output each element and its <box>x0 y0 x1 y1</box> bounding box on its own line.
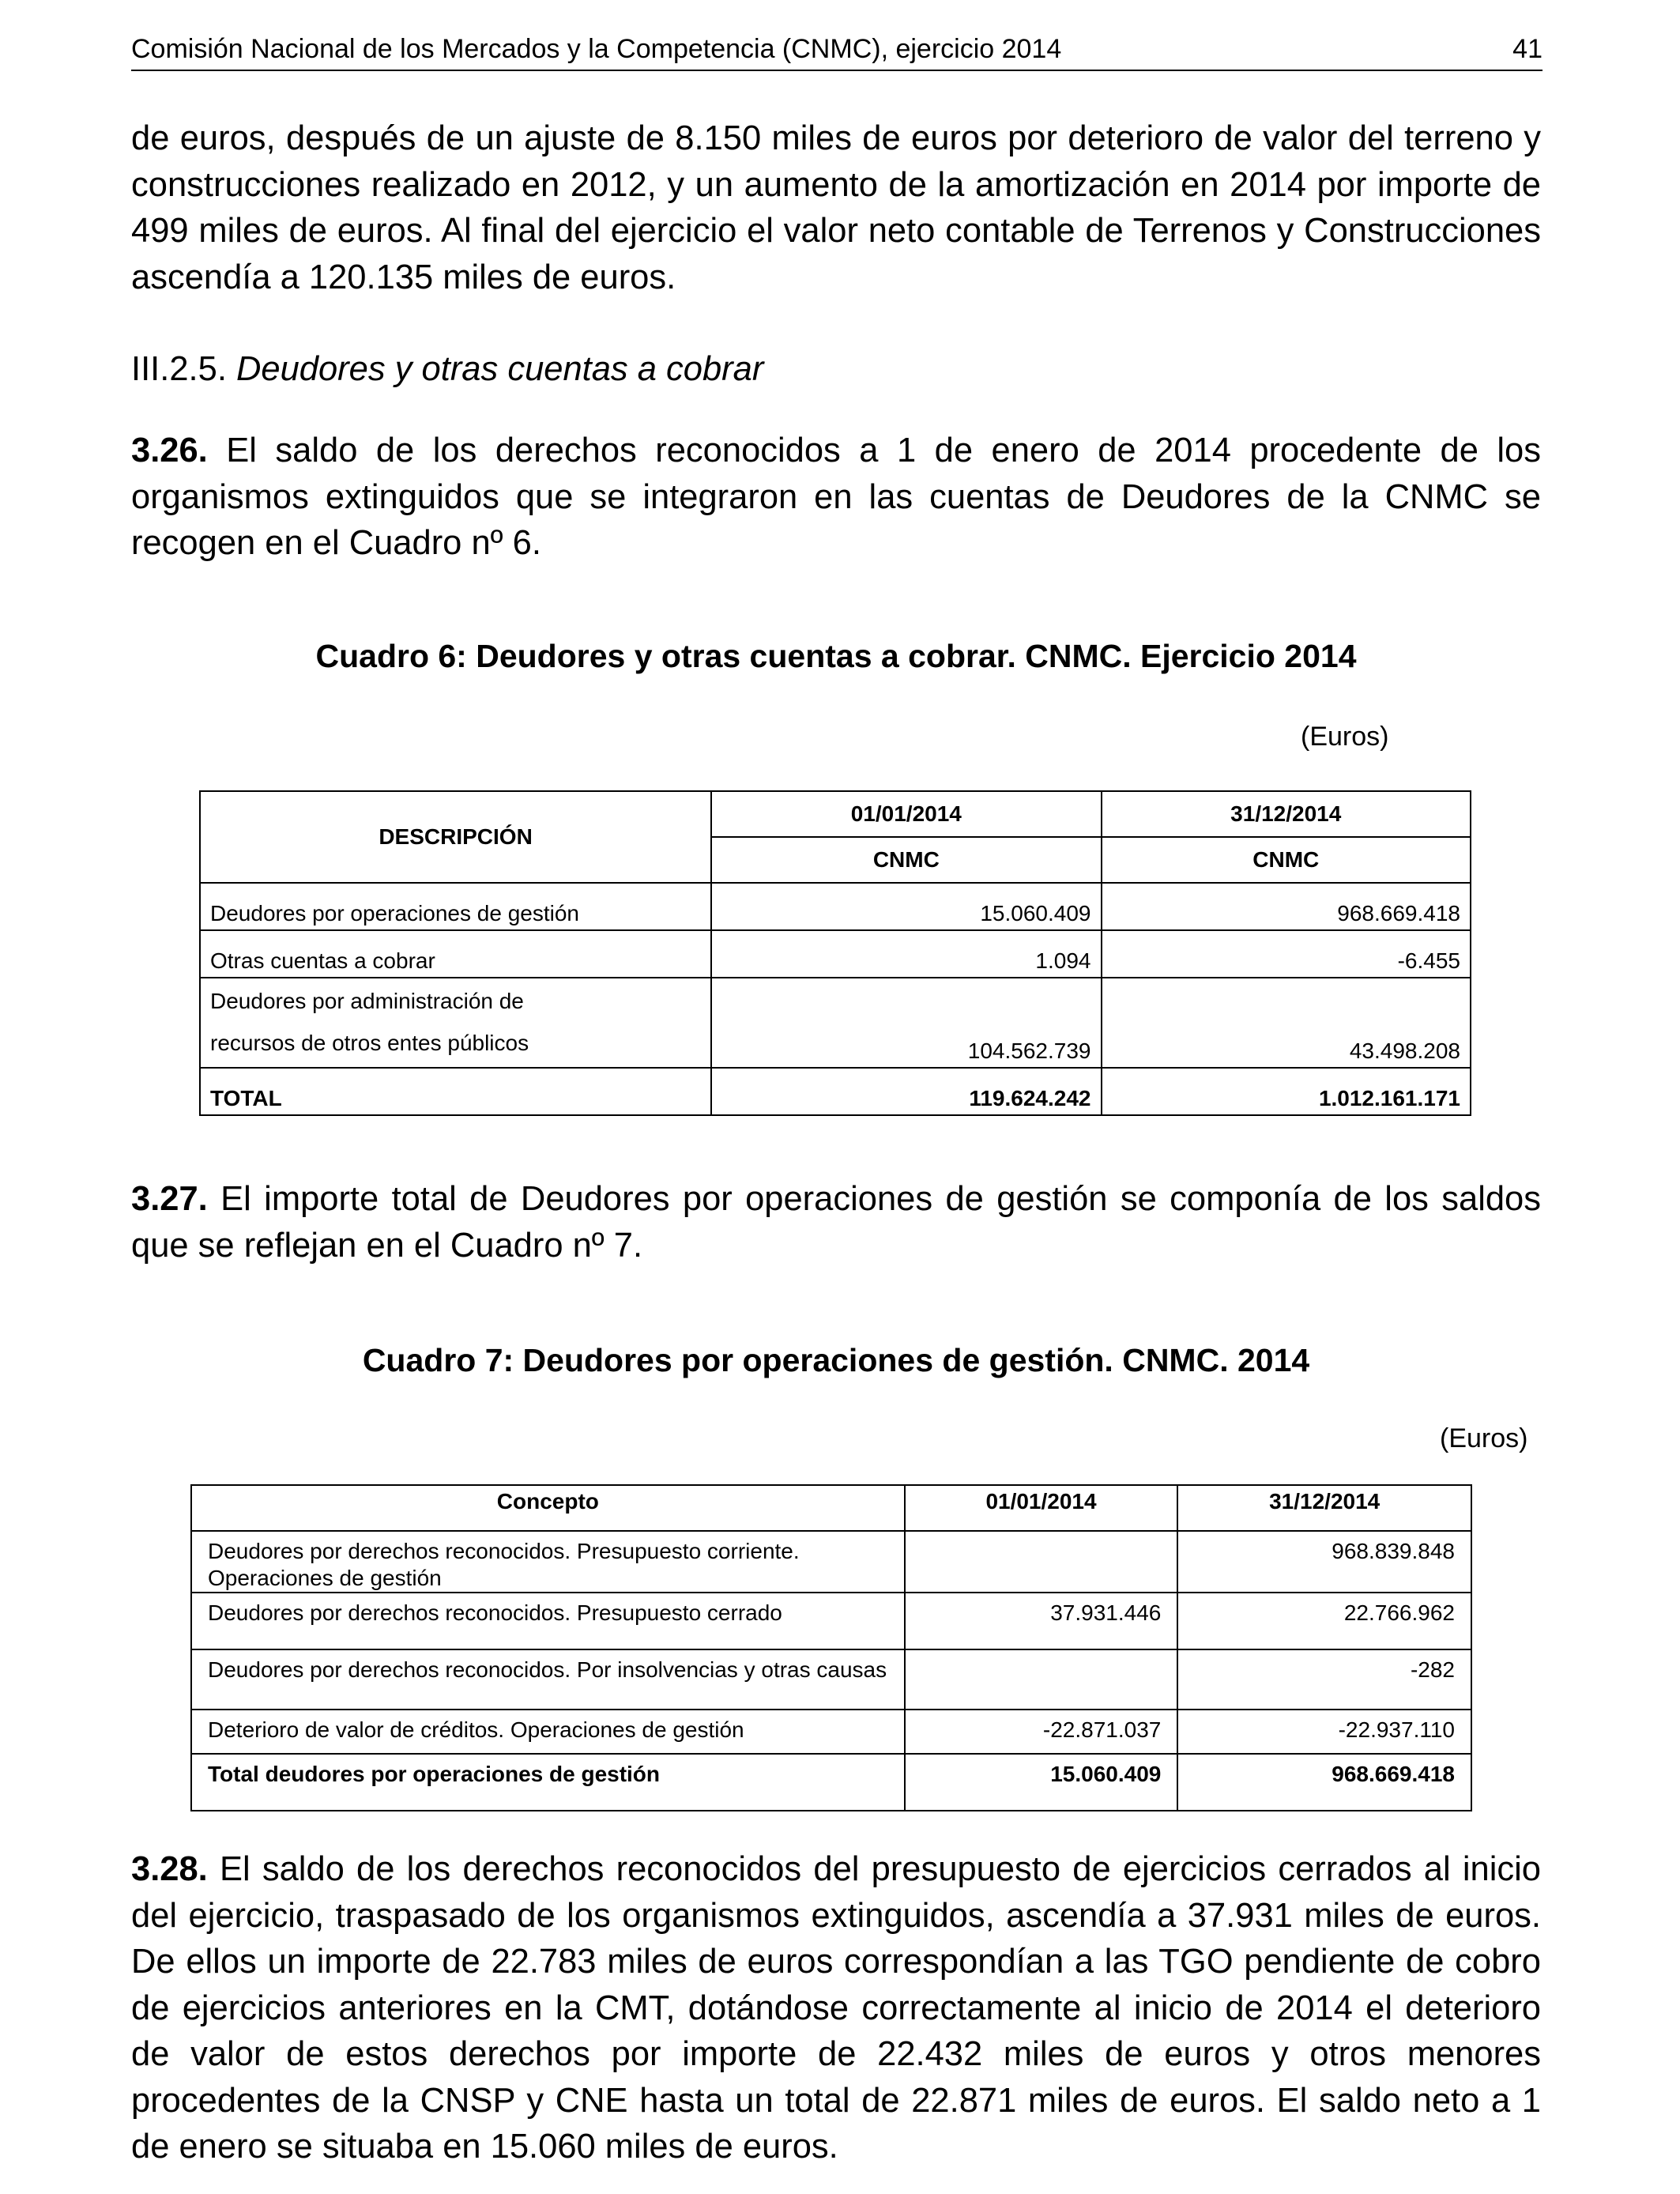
cuadro7-title: Cuadro 7: Deudores por operaciones de gestión. CNMC. 2014 <box>362 1342 1310 1378</box>
table-total-row <box>191 1754 1471 1811</box>
paragraph-text: El importe total de Deudores por operaciones de gestión se componía de los saldos que se reflejan en el Cuadro nº 7. <box>131 1180 1541 1265</box>
row-label: Deudores por derechos reconocidos. Presupuesto cerrado <box>191 1593 905 1649</box>
table-row <box>191 1649 1471 1710</box>
paragraph-3-28 <box>131 1846 1541 2170</box>
total-value-2: 968.669.418 <box>1177 1754 1471 1811</box>
row-value-1: -22.871.037 <box>905 1710 1178 1754</box>
row-label: Deudores por derechos reconocidos. Presupuesto corriente. Operaciones de gestión <box>191 1531 905 1593</box>
total-label: Total deudores por operaciones de gestión <box>191 1754 905 1811</box>
cuadro6-title: Cuadro 6: Deudores y otras cuentas a cobrar. CNMC. Ejercicio 2014 <box>315 638 1357 674</box>
page-header <box>131 30 1543 71</box>
paragraph-text: El saldo de los derechos reconocidos del presupuesto de ejercicios cerrados al inicio del ejercicio, traspasado de los organismos extinguidos, ascendía a 37.931 miles de euros. De ellos un importe de 22.783 miles de euros correspondían a las TGO pendiente de cobro de ejercicios anteriores en la CMT, dotándose correctamente al inicio de 2014 el deterioro de valor de estos derechos por importe de 22.432 miles de euros y otros menores procedentes de la CNSP y CNE hasta un total de 22.871 miles de euros. El saldo neto a 1 de enero se situaba en 15.060 miles de euros. <box>131 1850 1541 2166</box>
col-header-description: DESCRIPCIÓN <box>200 791 711 883</box>
row-label <box>200 978 711 1068</box>
col-header-date2: 31/12/2014 <box>1177 1485 1471 1531</box>
row-value-1: 15.060.409 <box>711 883 1101 930</box>
row-label-line1: Deudores por administración de <box>210 989 524 1013</box>
col-header-date1: 01/01/2014 <box>711 791 1101 837</box>
col-header-concept: Concepto <box>191 1485 905 1531</box>
col-header-date2: 31/12/2014 <box>1102 791 1471 837</box>
section-heading <box>131 346 763 392</box>
table-row <box>191 1710 1471 1754</box>
table-header-row <box>200 791 1471 837</box>
table-row <box>191 1593 1471 1649</box>
paragraph-number: 3.26. <box>131 432 208 469</box>
section-title: Deudores y otras cuentas a cobrar <box>236 350 764 388</box>
row-value-1 <box>905 1531 1178 1593</box>
section-number: III.2.5. <box>131 350 227 388</box>
cuadro6-table <box>199 790 1471 1116</box>
paragraph-number: 3.28. <box>131 1850 208 1888</box>
paragraph-3-26 <box>131 428 1541 567</box>
page-number: 41 <box>1512 34 1543 64</box>
row-value-2: 968.669.418 <box>1102 883 1471 930</box>
intro-paragraph: de euros, después de un ajuste de 8.150 miles de euros por deterioro de valor del terreno y construcciones realizado en 2012, y un aumento de la amortización en 2014 por importe de 499 miles de euros. Al final del ejercicio el valor neto contable de Terrenos y Construcciones ascendía a 120.135 miles de euros. <box>131 119 1541 296</box>
cuadro6-unit: (Euros) <box>1301 722 1389 752</box>
col-subheader-1: CNMC <box>711 837 1101 883</box>
col-subheader-2: CNMC <box>1102 837 1471 883</box>
table-row <box>191 1531 1471 1593</box>
table-row <box>200 978 1471 1068</box>
total-value-1: 15.060.409 <box>905 1754 1178 1811</box>
table-row <box>200 930 1471 978</box>
row-label: Otras cuentas a cobrar <box>200 930 711 978</box>
header-title: Comisión Nacional de los Mercados y la Competencia (CNMC), ejercicio 2014 <box>131 34 1062 64</box>
paragraph-number: 3.27. <box>131 1180 208 1218</box>
col-header-date1: 01/01/2014 <box>905 1485 1178 1531</box>
paragraph-text: El saldo de los derechos reconocidos a 1 de enero de 2014 procedente de los organismos extinguidos que se integraron en las cuentas de Deudores de la CNMC se recogen en el Cuadro nº 6. <box>131 432 1541 562</box>
row-value-2: 43.498.208 <box>1102 978 1471 1068</box>
row-value-2: -282 <box>1177 1649 1471 1710</box>
row-value-1: 37.931.446 <box>905 1593 1178 1649</box>
row-value-2: -6.455 <box>1102 930 1471 978</box>
row-label: Deudores por operaciones de gestión <box>200 883 711 930</box>
row-value-1 <box>905 1649 1178 1710</box>
total-label: TOTAL <box>200 1068 711 1115</box>
table-total-row <box>200 1068 1471 1115</box>
total-value-2: 1.012.161.171 <box>1102 1068 1471 1115</box>
row-value-2: 968.839.848 <box>1177 1531 1471 1593</box>
table-row <box>200 883 1471 930</box>
paragraph-3-27 <box>131 1176 1541 1269</box>
row-value-1: 1.094 <box>711 930 1101 978</box>
row-label: Deterioro de valor de créditos. Operaciones de gestión <box>191 1710 905 1754</box>
row-value-1: 104.562.739 <box>711 978 1101 1068</box>
total-value-1: 119.624.242 <box>711 1068 1101 1115</box>
row-label: Deudores por derechos reconocidos. Por insolvencias y otras causas <box>191 1649 905 1710</box>
row-label-line2: recursos de otros entes públicos <box>210 1031 529 1055</box>
row-value-2: 22.766.962 <box>1177 1593 1471 1649</box>
cuadro7-unit: (Euros) <box>1440 1423 1528 1453</box>
table-header-row <box>191 1485 1471 1531</box>
row-value-2: -22.937.110 <box>1177 1710 1471 1754</box>
cuadro7-table <box>190 1484 1472 1811</box>
